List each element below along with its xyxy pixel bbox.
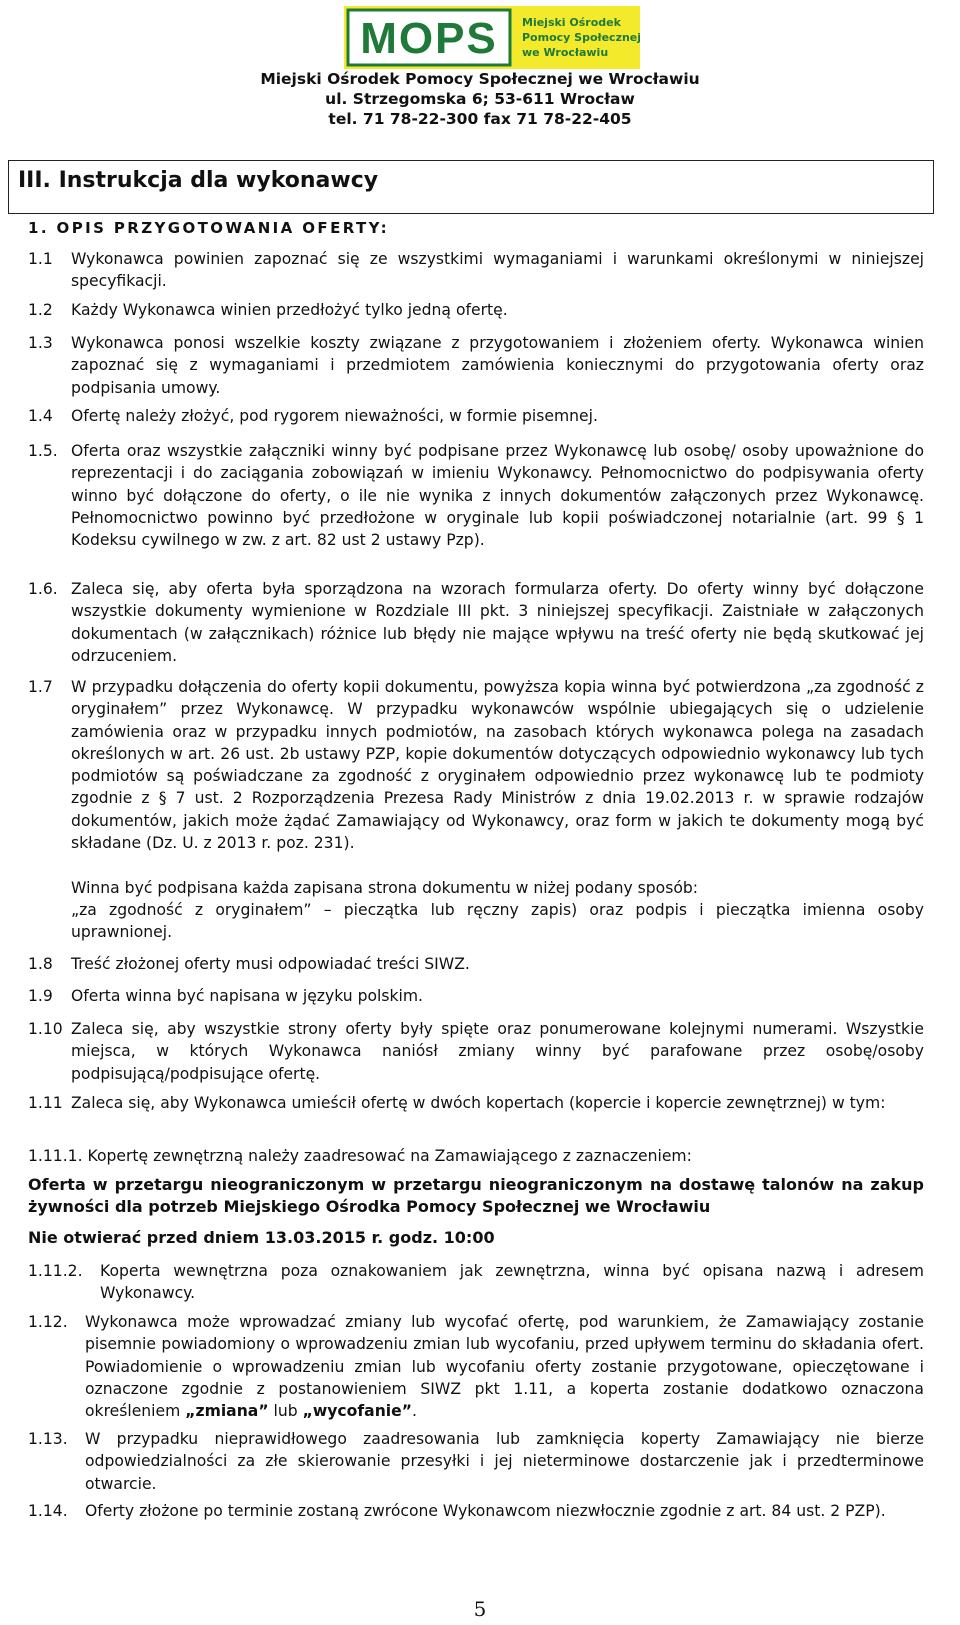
keyword-wycofanie: „wycofanie” xyxy=(302,1402,412,1421)
logo-acronym: MOPS xyxy=(360,14,498,63)
item-text xyxy=(85,1311,924,1422)
do-not-open-notice: Nie otwierać przed dniem 13.03.2015 r. godz. 10:00 xyxy=(28,1228,495,1247)
item-text: Oferta oraz wszystkie załączniki winny być podpisane przez Wykonawcę lub osobę/ osoby upoważnione do reprezentacji i do zaciągania zobowiązań w imieniu Wykonawcy. Pełnomocnictwo do podpisywania oferty winno być dołączone do oferty, o ile nie wynika z innych dokumentów załączonych przez Wykonawcę. Pełnomocnictwo powinno być przedłożone w oryginale lub kopii poświadczonej notarialnie (art. 99 § 1 Kodeksu cywilnego w zw. z art. 82 ust 2 ustawy Pzp). xyxy=(71,442,924,550)
header-phone-fax: tel. 71 78-22-300 fax 71 78-22-405 xyxy=(328,110,632,128)
item-number: 1.5. xyxy=(28,442,58,460)
header-org-name: Miejski Ośrodek Pomocy Społecznej we Wrocławiu xyxy=(260,70,700,88)
item-text-continued: „za zgodność z oryginałem” – pieczątka lub ręczny zapis) oraz podpis i pieczątka imienna osoby uprawnionej. xyxy=(71,901,924,942)
item-text: Wykonawca ponosi wszelkie koszty związane z przygotowaniem i złożeniem oferty. Wykonawca winien zapoznać się z wymaganiami i przedmiotem zamówienia koniecznymi do przygotowania oferty oraz podpisania umowy. xyxy=(71,334,924,397)
logo-line-3: we Wrocławiu xyxy=(522,46,609,59)
item-number: 1.11.2. xyxy=(28,1262,83,1280)
item-number: 1.4 xyxy=(28,407,53,425)
envelope-label: Oferta w przetargu nieograniczonym w przetargu nieograniczonym na dostawę talonów na zakup żywności dla potrzeb Miejskiego Ośrodka Pomocy Społecznej we Wrocławiu xyxy=(28,1175,924,1217)
item-text: W przypadku dołączenia do oferty kopii dokumentu, powyższa kopia winna być potwierdzona „za zgodność z oryginałem” przez Wykonawcę. W przypadku wykonawców wspólnie ubiegających się o udzielenie zamówienia oraz w przypadku innych podmiotów, na zasobach których wykonawca polega na zasadach określonych w art. 26 ust. 2b ustawy PZP, kopie dokumentów dotyczących odpowiednio wykonawcy lub tych podmiotów są poświadczane za zgodność z oryginałem odpowiednio przez wykonawcę lub te podmioty zgodnie z § 7 ust. 2 Rozporządzenia Prezesa Rady Ministrów z dnia 19.02.2013 r. w sprawie rodzajów dokumentów, jakich może żądać Zamawiający od Wykonawcy, oraz form w jakich te dokumenty mogą być składane (Dz. U. z 2013 r. poz. 231). xyxy=(71,678,924,853)
subsection-title: 1. OPIS PRZYGOTOWANIA OFERTY: xyxy=(28,219,389,237)
item-text: Wykonawca powinien zapoznać się ze wszystkimi wymaganiami i warunkami określonymi w niniejszej specyfikacji. xyxy=(71,250,924,291)
page-number: 5 xyxy=(473,1597,487,1621)
item-text-continued: Winna być podpisana każda zapisana strona dokumentu w niżej podany sposób: xyxy=(71,879,699,897)
item-text: Zaleca się, aby Wykonawca umieścił ofertę w dwóch kopertach (kopercie i kopercie zewnętrznej) w tym: xyxy=(71,1094,886,1112)
item-number: 1.7 xyxy=(28,678,53,696)
item-number: 1.12. xyxy=(28,1313,68,1331)
item-text: Oferty złożone po terminie zostaną zwrócone Wykonawcom niezwłocznie zgodnie z art. 84 ust. 2 PZP). xyxy=(85,1502,886,1520)
item-text: Oferta winna być napisana w języku polskim. xyxy=(71,987,424,1005)
item-text-part: Wykonawca może wprowadzać zmiany lub wycofać ofertę, pod warunkiem, że Zamawiający zostanie pisemnie powiadomiony o wprowadzeniu zmian lub wycofaniu, przed upływem terminu do składania ofert. Powiadomienie o wprowadzeniu zmian lub wycofaniu oferty zostanie przygotowane, opieczętowane i oznaczone zgodnie z postanowieniem SIWZ pkt 1.11, a koperta zostanie dodatkowo oznaczona określeniem xyxy=(85,1313,924,1421)
item-text: W przypadku nieprawidłowego zaadresowania lub zamknięcia koperty Zamawiający nie bierze odpowiedzialności za złe skierowanie przesyłki i jej nieterminowe dostarczenie jak i przedterminowe otwarcie. xyxy=(85,1430,924,1493)
item-number: 1.6. xyxy=(28,580,58,598)
mops-logo-graphic xyxy=(344,6,640,69)
logo-line-2: Pomocy Społecznej xyxy=(522,31,640,44)
item-number: 1.11 xyxy=(28,1094,63,1112)
item-number: 1.2 xyxy=(28,301,53,319)
item-text: Zaleca się, aby wszystkie strony oferty były spięte oraz ponumerowane kolejnymi numerami. Wszystkie miejsca, w których Wykonawca naniósł zmiany winny być parafowane przez osobę/osoby podpisującą/podpisujące ofertę. xyxy=(71,1020,924,1083)
item-number: 1.9 xyxy=(28,987,53,1005)
item-number: 1.8 xyxy=(28,955,53,973)
item-number: 1.1 xyxy=(28,250,53,268)
item-text-part: . xyxy=(411,1402,417,1421)
logo-line-1: Miejski Ośrodek xyxy=(522,16,621,29)
keyword-zmiana: „zmiana” xyxy=(185,1402,269,1421)
item-text: Treść złożonej oferty musi odpowiadać treści SIWZ. xyxy=(71,955,470,973)
item-1-11-1: 1.11.1. Kopertę zewnętrzną należy zaadresować na Zamawiającego z zaznaczeniem: xyxy=(28,1147,692,1165)
item-number: 1.10 xyxy=(28,1020,63,1038)
section-title: III. Instrukcja dla wykonawcy xyxy=(18,168,379,193)
header-address: ul. Strzegomska 6; 53-611 Wrocław xyxy=(325,90,635,108)
item-text: Zaleca się, aby oferta była sporządzona na wzorach formularza oferty. Do oferty winny być dołączone wszystkie dokumenty wymienione w Rozdziale III pkt. 3 niniejszej specyfikacji. Zaistniałe w załączonych dokumentach (w załącznikach) różnice lub błędy nie mające wpływu na treść oferty nie będą skutkować jej odrzuceniem. xyxy=(71,580,924,665)
item-number: 1.14. xyxy=(28,1502,68,1520)
item-text: Każdy Wykonawca winien przedłożyć tylko jedną ofertę. xyxy=(71,301,508,319)
item-text: Ofertę należy złożyć, pod rygorem nieważności, w formie pisemnej. xyxy=(71,407,598,425)
item-text-part: lub xyxy=(268,1402,303,1421)
item-text: Koperta wewnętrzna poza oznakowaniem jak zewnętrzna, winna być opisana nazwą i adresem Wykonawcy. xyxy=(100,1262,924,1303)
item-number: 1.13. xyxy=(28,1430,68,1448)
mops-logo xyxy=(344,6,640,69)
item-number: 1.3 xyxy=(28,334,53,352)
